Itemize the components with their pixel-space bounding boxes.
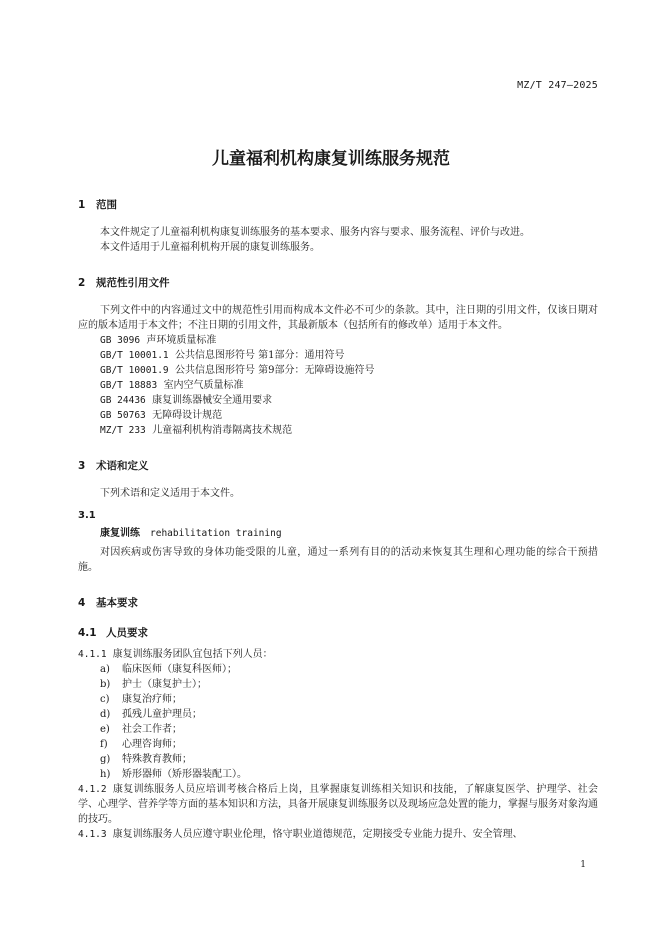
section-1-heading bbox=[78, 195, 598, 215]
list-text: 孤残儿童护理员； bbox=[122, 709, 202, 720]
reference-code: GB/T 18883 bbox=[100, 380, 158, 391]
reference-item bbox=[78, 333, 598, 348]
reference-item bbox=[78, 408, 598, 423]
document-body bbox=[78, 195, 598, 842]
list-text: 社会工作者； bbox=[122, 724, 182, 735]
list-item bbox=[78, 752, 598, 767]
list-marker: f) bbox=[100, 739, 108, 750]
reference-name: 声环境质量标准 bbox=[146, 335, 217, 346]
list-item bbox=[78, 767, 598, 782]
subsection-4-1-heading bbox=[78, 623, 598, 643]
paragraph: 下列文件中的内容通过文中的规范性引用而构成本文件必不可少的条款。其中，注日期的引用文件，仅该日期对应的版本适用于本文件；不注日期的引用文件，其最新版本（包括所有的修改单）适用于本文件。 bbox=[78, 305, 598, 331]
reference-name: 康复训练器械安全通用要求 bbox=[152, 395, 273, 406]
section-title: 基本要求 bbox=[96, 597, 138, 609]
standard-code: MZ/T 247—2025 bbox=[517, 80, 598, 91]
paragraph: 本文件规定了儿童福利机构康复训练服务的基本要求、服务内容与要求、服务流程、评价与改进。 bbox=[100, 227, 530, 238]
list-item bbox=[78, 692, 598, 707]
clause-number: 4.1.3 bbox=[78, 829, 107, 840]
reference-item bbox=[78, 363, 598, 378]
reference-name: 公共信息图形符号 第1部分：通用符号 bbox=[175, 350, 345, 361]
clause-text: 康复训练服务人员应培训考核合格后上岗，且掌握康复训练相关知识和技能，了解康复医学、护理学、社会学、心理学、营养学等方面的基本知识和方法，具备开展康复训练服务以及现场应急处置的能力，掌握与服务对象沟通的技巧。 bbox=[78, 784, 598, 825]
list-item bbox=[78, 677, 598, 692]
list-marker: e) bbox=[100, 724, 110, 735]
list-marker: b) bbox=[100, 679, 111, 690]
list-marker: g) bbox=[100, 754, 111, 765]
list-item bbox=[78, 662, 598, 677]
list-marker: a) bbox=[100, 664, 110, 675]
section-number: 2 bbox=[78, 277, 86, 289]
reference-name: 公共信息图形符号 第9部分：无障碍设施符号 bbox=[175, 365, 375, 376]
list-marker: d) bbox=[100, 709, 111, 720]
document-title: 儿童福利机构康复训练服务规范 bbox=[212, 149, 450, 169]
paragraph: 下列术语和定义适用于本文件。 bbox=[100, 488, 240, 499]
reference-item bbox=[78, 393, 598, 408]
clause-number: 4.1.2 bbox=[78, 784, 107, 795]
reference-code: GB 50763 bbox=[100, 410, 146, 421]
list-text: 矫形器师（矫形器装配工）。 bbox=[122, 769, 247, 780]
term-chinese: 康复训练 bbox=[100, 528, 140, 539]
list-item bbox=[78, 722, 598, 737]
term-english: rehabilitation training bbox=[150, 528, 282, 539]
reference-item bbox=[78, 423, 598, 438]
list-text: 临床医师（康复科医师）； bbox=[122, 664, 237, 675]
list-text: 护士（康复护士）； bbox=[122, 679, 207, 690]
section-title: 规范性引用文件 bbox=[96, 277, 170, 289]
reference-code: GB 3096 bbox=[100, 335, 141, 346]
reference-code: MZ/T 233 bbox=[100, 425, 146, 436]
clause-text: 康复训练服务人员应遵守职业伦理，恪守职业道德规范，定期接受专业能力提升、安全管理、 bbox=[112, 829, 523, 840]
reference-item bbox=[78, 378, 598, 393]
subsection-title: 人员要求 bbox=[106, 627, 148, 639]
section-2-heading bbox=[78, 273, 598, 293]
list-item bbox=[78, 737, 598, 752]
list-text: 特殊教育教师； bbox=[122, 754, 192, 765]
term-entry bbox=[78, 525, 598, 543]
reference-name: 儿童福利机构消毒隔离技术规范 bbox=[152, 425, 293, 436]
reference-name: 无障碍设计规范 bbox=[152, 410, 223, 421]
reference-item bbox=[78, 348, 598, 363]
clause-4-1-2 bbox=[78, 782, 598, 827]
list-text: 康复治疗师； bbox=[122, 694, 182, 705]
section-number: 4 bbox=[78, 597, 86, 609]
reference-code: GB/T 10001.1 bbox=[100, 350, 169, 361]
clause-4-1-1 bbox=[78, 647, 598, 662]
subsection-number: 4.1 bbox=[78, 627, 97, 639]
reference-name: 室内空气质量标准 bbox=[163, 380, 244, 391]
section-3-heading bbox=[78, 456, 598, 476]
term-number: 3.1 bbox=[78, 510, 96, 521]
paragraph: 本文件适用于儿童福利机构开展的康复训练服务。 bbox=[100, 242, 320, 253]
list-item bbox=[78, 707, 598, 722]
section-number: 3 bbox=[78, 460, 86, 472]
reference-code: GB 24436 bbox=[100, 395, 146, 406]
term-definition: 对因疾病或伤害导致的身体功能受限的儿童，通过一系列有目的的活动来恢复其生理和心理功能的综合干预措施。 bbox=[78, 547, 598, 573]
clause-4-1-3 bbox=[78, 827, 598, 842]
clause-number: 4.1.1 bbox=[78, 649, 107, 660]
page-number: 1 bbox=[580, 860, 586, 870]
section-title: 范围 bbox=[96, 199, 117, 211]
reference-code: GB/T 10001.9 bbox=[100, 365, 169, 376]
clause-text: 康复训练服务团队宜包括下列人员： bbox=[112, 649, 273, 660]
list-marker: h) bbox=[100, 769, 111, 780]
section-title: 术语和定义 bbox=[96, 460, 149, 472]
list-marker: c) bbox=[100, 694, 110, 705]
section-4-heading bbox=[78, 593, 598, 613]
section-number: 1 bbox=[78, 199, 86, 211]
list-text: 心理咨询师； bbox=[122, 739, 182, 750]
